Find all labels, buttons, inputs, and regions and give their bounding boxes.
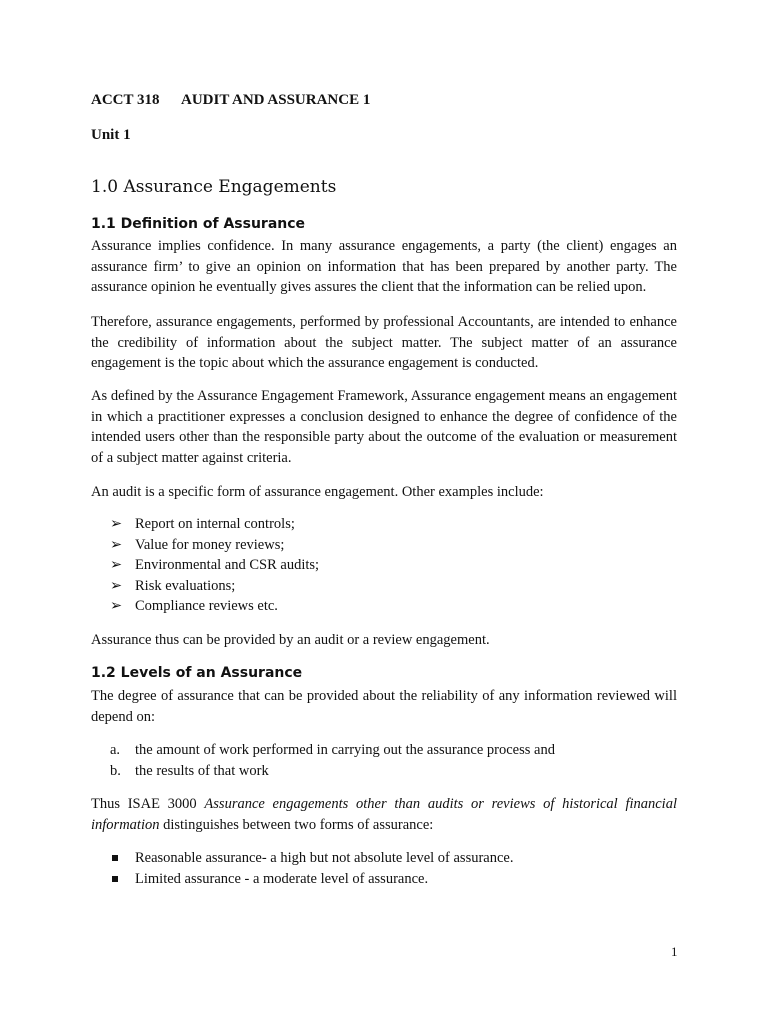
list-marker: a. [110,742,121,758]
list-item: a. the amount of work performed in carrying out the assurance process and [110,740,555,761]
square-bullet-icon [112,876,118,882]
paragraph-levels-1: The degree of assurance that can be provided about the reliability of any information reviewed will depend on: [91,688,677,725]
list-item: ➢ Risk evaluations; [110,576,319,597]
arrow-bullet-icon: ➢ [110,536,123,553]
arrow-bullet-icon: ➢ [110,557,123,573]
page-number: 1 [671,944,678,959]
examples-list [110,514,319,617]
standard-title: Assurance engagements other than audits or reviews of historical financial information [91,796,677,833]
paragraph-isae-3000: Thus ISAE 3000 Assurance engagements other than audits or reviews of historical financial information distinguishes between two forms of assurance: [91,796,677,833]
list-item: Limited assurance - a moderate level of assurance. [110,869,513,890]
list-item: ➢ Compliance reviews etc. [110,596,319,617]
arrow-bullet-icon: ➢ [110,598,123,614]
course-code: ACCT 318 [91,92,160,108]
paragraph-definition-1: Assurance implies confidence. In many assurance engagements, a party (the client) engages an assurance firm’ to give an opinion on information that has been prepared by another party. The assurance opinion he eventually gives assures the client that the information can be relied upon. [91,238,677,295]
arrow-bullet-icon: ➢ [110,577,123,594]
paragraph-definition-2: Therefore, assurance engagements, performed by professional Accountants, are intended to enhance the credibility of information about the subject matter. The subject matter of an assurance engagement is the topic about which the assurance engagement is conducted. [91,314,677,371]
subsection-title-levels: 1.2 Levels of an Assurance [91,665,303,681]
list-item: ➢ Environmental and CSR audits; [110,555,319,576]
course-heading [91,92,370,109]
unit-label: Unit 1 [91,127,131,143]
list-item: ➢ Report on internal controls; [110,514,319,535]
list-item: b. the results of that work [110,761,555,782]
paragraph-examples-intro: An audit is a specific form of assurance engagement. Other examples include: [91,484,544,500]
square-bullet-icon [112,855,118,861]
arrow-bullet-icon: ➢ [110,516,123,532]
assurance-forms-list [110,848,513,889]
factors-list [110,740,555,781]
paragraph-definition-3: As defined by the Assurance Engagement Framework, Assurance engagement means an engagement in which a practitioner expresses a conclusion designed to enhance the degree of confidence of the intended users other than the responsible party about the outcome of the evaluation or measurement of a subject matter against criteria. [91,388,677,466]
paragraph-assurance-summary: Assurance thus can be provided by an audit or a review engagement. [91,632,490,648]
list-item: ➢ Value for money reviews; [110,535,319,556]
subsection-title-definition: 1.1 Definition of Assurance [91,216,306,232]
list-item: Reasonable assurance- a high but not absolute level of assurance. [110,848,513,869]
course-title: AUDIT AND ASSURANCE 1 [181,92,371,108]
list-marker: b. [110,762,121,779]
section-title: 1.0 Assurance Engagements [91,177,337,197]
